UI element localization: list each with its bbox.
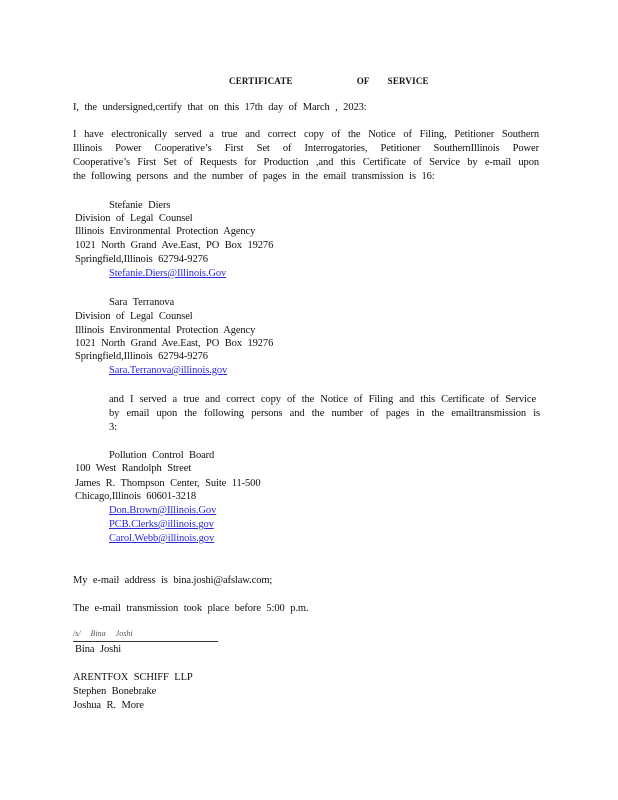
contact3-email-link[interactable]: Carol.Webb@illinois.gov [109,533,215,544]
contact3-line: 100 West Randolph Street [75,463,192,474]
contact3-email-link[interactable]: Don.Brown@Illinois.Gov [109,505,217,516]
title-word-service: SERVICE [387,76,429,86]
contact2-line: Illinois Environmental Protection Agency [75,325,256,336]
contact1-name: Stefanie Diers [109,200,171,211]
contact1-line: Springfield,Illinois 62794-9276 [75,254,208,265]
time-statement: The e-mail transmission took place before 5:00 p.m. [73,603,309,614]
contact3-line: James R. Thompson Center, Suite 11-500 [75,478,261,489]
intro-statement: I, the undersigned,certify that on this 17th day of March , 2023: [73,102,367,113]
para1-line-1: I have electronically served a true and correct copy of the Notice of Filing, Petitioner Southern [73,129,539,140]
para1-line-2: Illinois Power Cooperative’s First Set of Interrogatories, Petitioner SouthernIllinois Power [73,143,539,154]
contact2-email-link[interactable]: Sara.Terranova@illinois.gov [109,365,228,376]
signature-line [73,629,218,642]
contact1-email-link[interactable]: Stefanie.Diers@Illinois.Gov [109,268,227,279]
contact3-name: Pollution Control Board [109,450,215,461]
signer-name: Bina Joshi [75,644,122,655]
para2-line-2: by email upon the following persons and the number of pages in the emailtransmission is [109,408,540,419]
contact2-line: Division of Legal Counsel [75,311,193,322]
document-title [229,75,429,88]
title-word-certificate: CERTIFICATE [229,76,293,86]
contact1-line: Division of Legal Counsel [75,213,193,224]
contact3-email-link[interactable]: PCB.Clerks@illinois.gov [109,519,214,530]
contact2-name: Sara Terranova [109,297,175,308]
signature-script: /s/ Bina Joshi [73,629,133,638]
contact1-line: 1021 North Grand Ave.East, PO Box 19276 [75,240,274,251]
attorney-name: Joshua R. More [73,700,144,711]
para1-line-3: Cooperative’s First Set of Requests for Production ,and this Certificate of Service by e-mail upon [73,157,539,168]
firm-name: ARENTFOX SCHIFF LLP [73,672,193,683]
contact2-line: 1021 North Grand Ave.East, PO Box 19276 [75,338,274,349]
title-word-of: OF [356,76,370,86]
contact3-line: Chicago,Illinois 60601-3218 [75,491,197,502]
para1-line-4: the following persons and the number of pages in the email transmission is 16: [73,171,435,182]
para2-line-3: 3: [109,422,117,433]
attorney-name: Stephen Bonebrake [73,686,157,697]
email-statement: My e-mail address is bina.joshi@afslaw.com; [73,575,273,586]
contact2-line: Springfield,Illinois 62794-9276 [75,351,208,362]
para2-line-1: and I served a true and correct copy of the Notice of Filing and this Certificate of Service [109,394,536,405]
contact1-line: Illinois Environmental Protection Agency [75,226,256,237]
